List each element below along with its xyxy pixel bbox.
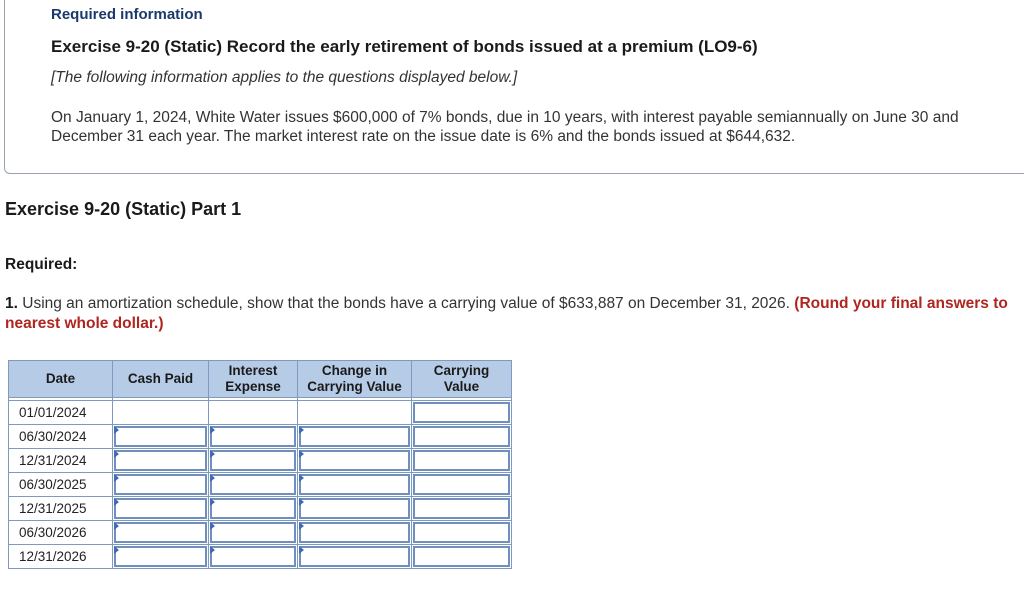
- carrying-value-input[interactable]: [413, 498, 510, 519]
- carrying-value-cell: [412, 497, 512, 521]
- change-in-carrying-value-cell: [298, 497, 412, 521]
- table-row: [9, 401, 512, 425]
- interest-expense-cell: [209, 545, 298, 569]
- interest-expense-cell: [209, 473, 298, 497]
- amortization-table-body: [9, 398, 512, 569]
- interest-expense-input[interactable]: [210, 546, 296, 567]
- interest-expense-cell: [209, 521, 298, 545]
- carrying-value-cell: [412, 473, 512, 497]
- col-header-date: Date: [9, 361, 113, 398]
- cell-marker-icon: [299, 498, 304, 506]
- applies-note: [The following information applies to the questions displayed below.]: [51, 69, 518, 86]
- table-row: [9, 497, 512, 521]
- carrying-value-cell: [412, 401, 512, 425]
- carrying-value-input[interactable]: [413, 474, 510, 495]
- cell-marker-icon: [210, 522, 215, 530]
- cash-paid-cell: [113, 497, 209, 521]
- table-row: [9, 425, 512, 449]
- interest-expense-input[interactable]: [210, 474, 296, 495]
- change-in-carrying-value-cell: [298, 425, 412, 449]
- change-in-carrying-value-cell: [298, 545, 412, 569]
- cash-paid-blank-cell: [113, 401, 209, 425]
- cash-paid-input[interactable]: [114, 450, 207, 471]
- cell-marker-icon: [114, 450, 119, 458]
- date-cell: 12/31/2025: [9, 497, 113, 521]
- cash-paid-cell: [113, 545, 209, 569]
- change-in-carrying-value-input[interactable]: [299, 546, 410, 567]
- cell-marker-icon: [299, 546, 304, 554]
- col-header-interest-expense: Interest Expense: [209, 361, 298, 398]
- table-row: [9, 521, 512, 545]
- cell-marker-icon: [114, 522, 119, 530]
- interest-expense-input[interactable]: [210, 426, 296, 447]
- change-in-carrying-value-cell: [298, 449, 412, 473]
- table-row: [9, 473, 512, 497]
- col-header-carrying-value: Carrying Value: [412, 361, 512, 398]
- table-header-row: [9, 361, 512, 398]
- question-number: 1.: [5, 295, 18, 312]
- date-cell: 12/31/2024: [9, 449, 113, 473]
- cell-marker-icon: [299, 426, 304, 434]
- date-cell: 06/30/2024: [9, 425, 113, 449]
- cell-marker-icon: [114, 426, 119, 434]
- change-in-carrying-value-blank-cell: [298, 401, 412, 425]
- question-body: Using an amortization schedule, show that the bonds have a carrying value of $633,887 on December 31, 2026.: [17, 295, 795, 312]
- cash-paid-input[interactable]: [114, 546, 207, 567]
- cash-paid-cell: [113, 521, 209, 545]
- cell-marker-icon: [210, 474, 215, 482]
- carrying-value-input[interactable]: [413, 426, 510, 447]
- col-header-change-in-carrying-value: Change in Carrying Value: [298, 361, 412, 398]
- amortization-table: [8, 360, 512, 569]
- cell-marker-icon: [210, 450, 215, 458]
- change-in-carrying-value-input[interactable]: [299, 474, 410, 495]
- carrying-value-input[interactable]: [413, 522, 510, 543]
- cell-marker-icon: [114, 498, 119, 506]
- cell-marker-icon: [210, 426, 215, 434]
- change-in-carrying-value-cell: [298, 473, 412, 497]
- cell-marker-icon: [299, 522, 304, 530]
- cell-marker-icon: [210, 546, 215, 554]
- interest-expense-blank-cell: [209, 401, 298, 425]
- cash-paid-cell: [113, 473, 209, 497]
- exercise-title: Exercise 9-20 (Static) Record the early retirement of bonds issued at a premium (LO9-6): [51, 37, 758, 56]
- interest-expense-input[interactable]: [210, 450, 296, 471]
- carrying-value-input[interactable]: [413, 402, 510, 423]
- date-cell: 01/01/2024: [9, 401, 113, 425]
- carrying-value-cell: [412, 449, 512, 473]
- change-in-carrying-value-input[interactable]: [299, 426, 410, 447]
- table-row: [9, 449, 512, 473]
- col-header-cash-paid: Cash Paid: [113, 361, 209, 398]
- cash-paid-cell: [113, 425, 209, 449]
- date-cell: 06/30/2026: [9, 521, 113, 545]
- scenario-text: On January 1, 2024, White Water issues $600,000 of 7% bonds, due in 10 years, with interest payable semiannually on June 30 and December 31 each year. The market interest rate on the issue date is 6% and the bonds issued at $644,632.: [51, 109, 959, 145]
- date-cell: 06/30/2025: [9, 473, 113, 497]
- change-in-carrying-value-input[interactable]: [299, 522, 410, 543]
- cell-marker-icon: [114, 546, 119, 554]
- date-cell: 12/31/2026: [9, 545, 113, 569]
- interest-expense-cell: [209, 425, 298, 449]
- cash-paid-input[interactable]: [114, 474, 207, 495]
- required-label: Required:: [5, 256, 78, 273]
- cash-paid-input[interactable]: [114, 426, 207, 447]
- part-title: Exercise 9-20 (Static) Part 1: [5, 199, 242, 219]
- change-in-carrying-value-input[interactable]: [299, 498, 410, 519]
- table-row: [9, 545, 512, 569]
- required-information-label: Required information: [51, 6, 203, 23]
- change-in-carrying-value-input[interactable]: [299, 450, 410, 471]
- change-in-carrying-value-cell: [298, 521, 412, 545]
- carrying-value-cell: [412, 425, 512, 449]
- interest-expense-input[interactable]: [210, 498, 296, 519]
- cell-marker-icon: [114, 474, 119, 482]
- cell-marker-icon: [299, 474, 304, 482]
- question-text: [5, 294, 1020, 334]
- cash-paid-cell: [113, 449, 209, 473]
- cash-paid-input[interactable]: [114, 498, 207, 519]
- cell-marker-icon: [299, 450, 304, 458]
- cash-paid-input[interactable]: [114, 522, 207, 543]
- carrying-value-input[interactable]: [413, 450, 510, 471]
- cell-marker-icon: [210, 498, 215, 506]
- interest-expense-cell: [209, 449, 298, 473]
- rounding-note: (Round your final answers to nearest whole dollar.): [5, 295, 1008, 332]
- carrying-value-input[interactable]: [413, 546, 510, 567]
- interest-expense-input[interactable]: [210, 522, 296, 543]
- required-information-panel: [4, 0, 1024, 174]
- carrying-value-cell: [412, 545, 512, 569]
- carrying-value-cell: [412, 521, 512, 545]
- interest-expense-cell: [209, 497, 298, 521]
